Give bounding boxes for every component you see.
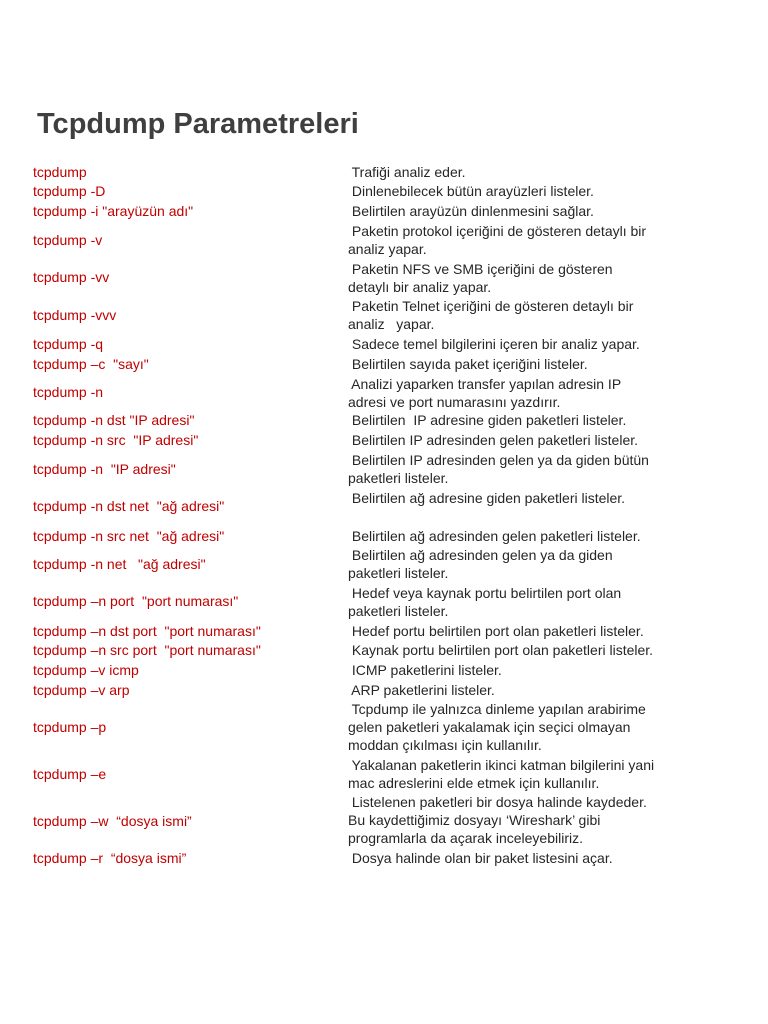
description-line: ICMP paketlerini listeler.	[348, 662, 502, 678]
description-cell	[348, 641, 748, 659]
description-line: detaylı bir analiz yapar.	[348, 279, 492, 295]
description-line: Sadece temel bilgilerini içeren bir analiz yapar.	[348, 336, 640, 352]
command-cell: tcpdump –v arp	[33, 682, 130, 698]
description-cell	[348, 546, 748, 582]
description-line: Belirtilen ağ adresine giden paketleri listeler.	[348, 490, 626, 506]
description-line: paketleri listeler.	[348, 603, 449, 619]
description-line: Hedef veya kaynak portu belirtilen port olan	[348, 585, 622, 601]
command-cell: tcpdump -D	[33, 183, 106, 199]
description-line: Listelenen paketleri bir dosya halinde kaydeder.	[348, 794, 647, 810]
description-cell	[348, 489, 748, 507]
description-cell	[348, 202, 748, 220]
page-title: Tcpdump Parametreleri	[37, 108, 359, 140]
command-cell: tcpdump –e	[33, 766, 107, 782]
description-cell	[348, 756, 748, 792]
description-line: Belirtilen ağ adresinden gelen ya da giden	[348, 547, 613, 563]
command-cell: tcpdump –n port "port numarası"	[33, 593, 239, 609]
description-line: Dosya halinde olan bir paket listesini açar.	[348, 850, 613, 866]
command-cell: tcpdump -v	[33, 232, 103, 248]
description-cell	[348, 793, 748, 847]
description-cell	[348, 661, 748, 679]
description-line: Tcpdump ile yalnızca dinleme yapılan arabirime	[348, 701, 646, 717]
description-line: Analizi yaparken transfer yapılan adresin IP	[348, 376, 622, 392]
description-line: Kaynak portu belirtilen port olan paketleri listeler.	[348, 642, 654, 658]
description-line: Belirtilen arayüzün dinlenmesini sağlar.	[348, 203, 594, 219]
command-cell: tcpdump -n dst net "ağ adresi"	[33, 498, 225, 514]
description-line: Paketin protokol içeriğini de gösteren detaylı bir	[348, 223, 647, 239]
description-cell	[348, 681, 748, 699]
description-cell	[348, 182, 748, 200]
description-line: Paketin Telnet içeriğini de gösteren detaylı bir	[348, 298, 634, 314]
description-line: adresi ve port numarasını yazdırır.	[348, 394, 561, 410]
command-cell: tcpdump –c "sayı"	[33, 356, 149, 372]
description-cell	[348, 375, 748, 411]
description-cell	[348, 622, 748, 640]
command-cell: tcpdump -i "arayüzün adı"	[33, 203, 194, 219]
command-cell: tcpdump -vvv	[33, 307, 117, 323]
description-line: Bu kaydettiğimiz dosyayı ‘Wireshark’ gibi	[348, 812, 601, 828]
description-line: gelen paketleri yakalamak için seçici olmayan	[348, 719, 631, 735]
command-cell: tcpdump -q	[33, 336, 104, 352]
command-cell: tcpdump -n "IP adresi"	[33, 461, 176, 477]
description-line: Belirtilen IP adresinden gelen paketleri listeler.	[348, 432, 639, 448]
command-cell: tcpdump –v icmp	[33, 662, 139, 678]
command-cell: tcpdump –p	[33, 719, 107, 735]
command-cell: tcpdump	[33, 164, 87, 180]
description-line: ARP paketlerini listeler.	[348, 682, 495, 698]
command-cell: tcpdump –r “dosya ismi”	[33, 850, 187, 866]
command-cell: tcpdump -n src net "ağ adresi"	[33, 528, 225, 544]
description-line: Belirtilen IP adresinden gelen ya da giden bütün	[348, 452, 649, 468]
description-line: moddan çıkılması için kullanılır.	[348, 737, 542, 753]
command-cell: tcpdump –w “dosya ismi”	[33, 813, 192, 829]
description-cell	[348, 411, 748, 429]
command-cell: tcpdump –n src port "port numarası"	[33, 642, 261, 658]
command-cell: tcpdump -vv	[33, 269, 110, 285]
description-cell	[348, 335, 748, 353]
description-cell	[348, 297, 748, 333]
description-line: Trafiği analiz eder.	[348, 164, 466, 180]
description-cell	[348, 849, 748, 867]
description-line: Dinlenebilecek bütün arayüzleri listeler.	[348, 183, 594, 199]
command-cell: tcpdump -n src "IP adresi"	[33, 432, 199, 448]
description-cell	[348, 431, 748, 449]
description-line: paketleri listeler.	[348, 470, 449, 486]
command-cell: tcpdump -n	[33, 384, 104, 400]
description-line: Yakalanan paketlerin ikinci katman bilgilerini yani	[348, 757, 655, 773]
description-cell	[348, 700, 748, 754]
description-cell	[348, 584, 748, 620]
command-cell: tcpdump –n dst port "port numarası"	[33, 623, 261, 639]
description-line: mac adreslerini elde etmek için kullanılır.	[348, 775, 600, 791]
description-cell	[348, 222, 748, 258]
description-line: Hedef portu belirtilen port olan paketleri listeler.	[348, 623, 644, 639]
description-cell	[348, 260, 748, 296]
description-line: Belirtilen IP adresine giden paketleri listeler.	[348, 412, 627, 428]
description-line: paketleri listeler.	[348, 565, 449, 581]
description-line: Belirtilen sayıda paket içeriğini listeler.	[348, 356, 588, 372]
description-cell	[348, 355, 748, 373]
description-cell	[348, 163, 748, 181]
description-line: analiz yapar.	[348, 241, 427, 257]
description-cell	[348, 527, 748, 545]
command-cell: tcpdump -n net "ağ adresi"	[33, 556, 206, 572]
description-line: analiz yapar.	[348, 316, 435, 332]
description-cell	[348, 451, 748, 487]
description-line: Paketin NFS ve SMB içeriğini de gösteren	[348, 261, 613, 277]
description-line: Belirtilen ağ adresinden gelen paketleri listeler.	[348, 528, 641, 544]
command-cell: tcpdump -n dst "IP adresi"	[33, 412, 195, 428]
description-line: programlarla da açarak inceleyebiliriz.	[348, 830, 583, 846]
